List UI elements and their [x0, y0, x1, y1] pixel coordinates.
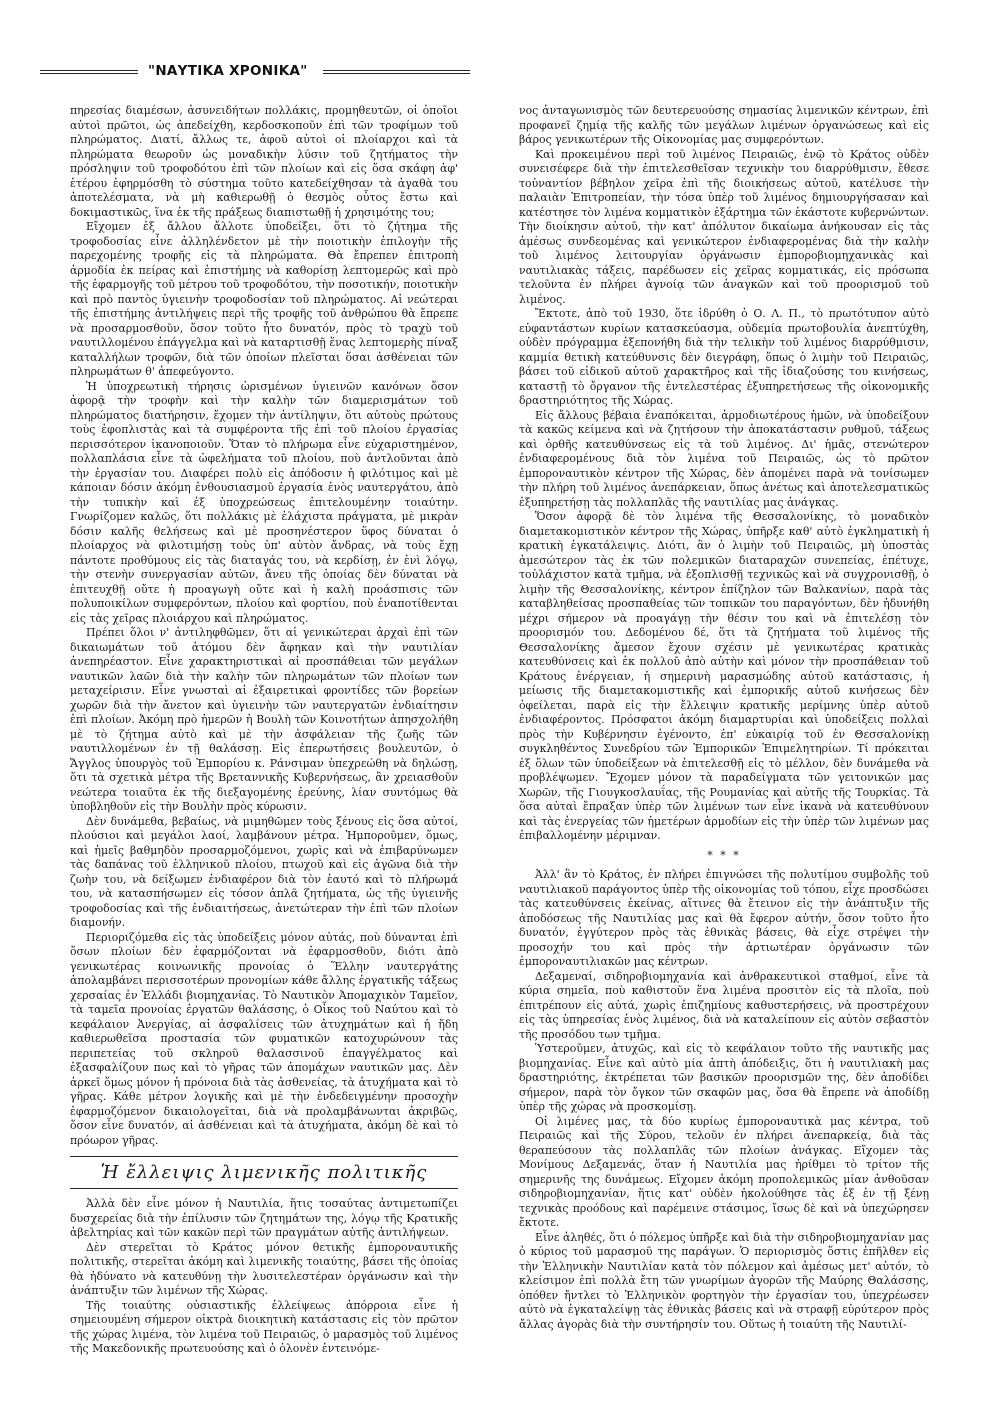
running-header [40, 60, 470, 84]
paragraph: Ὅσον ἀφορᾷ δὲ τὸν λιμένα τῆς Θεσσαλονίκης, τὸ μοναδικὸν διαμετακομιστικὸν κέντρον τῆς Χώρας, ὑπῆρξε καθ' αὐτὸ ἐγκληματικὴ ἡ κρατικὴ ἐγκατάλειψις. Διότι, ἂν ὁ λιμὴν τοῦ Πειραιῶς, μὴ ὑποστὰς ἀμεσώτερον τὰς ἐκ τῶν πολεμικῶν διαταραχῶν συνεπείας, ἐπέτυχε, τοὐλάχιστον κατὰ τμῆμα, νὰ ἐξοπλισθῇ τεχνικῶς καὶ νὰ συγχρονισθῇ, ὁ λιμὴν τῆς Θεσσαλονίκης, κέντρον ἐπίζηλον τῶν Βαλκανίων, παρὰ τὰς καταβληθείσας προσπαθείας τῶν τοπικῶν του παραγόντων, δὲν ἠδυνήθη μέχρι σήμερον νὰ προαγάγῃ τὴν θέσιν του καὶ νὰ ἐπιτελέσῃ τὸν προορισμόν του. Δεδομένου δέ, ὅτι τὰ ζητήματα τοῦ λιμένος τῆς Θεσσαλονίκης ἄμεσον ἔχουν σχέσιν μὲ γενικωτέρας κρατικὰς κατευθύνσεις καὶ ἐκ πολλοῦ ἀπὸ αὐτὴν καὶ μόνον τὴν προσπάθειαν τοῦ Κράτους ἐνέργειαν, ἡ σημερινὴ μαρασμώδης αὐτοῦ κατάστασις, ἡ μείωσις τῆς διαμετακομιστικῆς καὶ ἐμπορικῆς αὐτοῦ κινήσεως δὲν ὀφείλεται, παρὰ εἰς τὴν ἔλλειψιν κρατικῆς μερίμνης ὑπὲρ αὐτοῦ ἐνδιαφέροντος. Πρόσφατοι ἀκόμη διαμαρτυρίαι καὶ ὑποδείξεις πολλαὶ πρὸς τὴν Κυβέρνησιν ἐγένοντο, ἐπ' εὐκαιρίᾳ τοῦ ἐν Θεσσαλονίκῃ συγκληθέντος Συνεδρίου τῶν Ἐμπορικῶν Ἐπιμελητηρίων. Τί πρόκειται ἐξ ὅλων τῶν ὑποδείξεων νὰ ἐπιτελεσθῇ εἰς τὸ μέλλον, δὲν δυνάμεθα νὰ προβλέψωμεν. Ἔχομεν μόνον τὰ παραδείγματα τῶν γειτονικῶν μας Χωρῶν, τῆς Γιουγκοσλαυΐας, τῆς Ρουμανίας καὶ αὐτῆς τῆς Τουρκίας. Τὰ ὅσα αὐταὶ ἔπραξαν ὑπὲρ τῶν λιμένων των εἶνε ἱκανὰ νὰ κατευθύνουν καὶ τὰς ἐνεργείας τῶν ἡμετέρων ἁρμοδίων εἰς τὴν ὑπὲρ τῶν λιμένων μας ἐπιβαλλομένην μέριμναν. [519, 510, 929, 842]
paragraph: Οἱ λιμένες μας, τὰ δύο κυρίως ἐμποροναυτικὰ μας κέντρα, τοῦ Πειραιῶς καὶ τῆς Σύρου, τελοῦν ἐν πλήρει ἀνεπαρκείᾳ, διὰ τὰς θεραπεύσουν τὰς πολλαπλᾶς τῶν πλοίων ἀνάγκας. Εἴχομεν τὰς Μονίμους Δεξαμενάς, ὅταν ἡ Ναυτιλία μας ἠρίθμει τὸ τρίτον τῆς σημερινῆς της δυνάμεως. Εἴχομεν ἀκόμη προπολεμικῶς μίαν ἀνθοῦσαν σιδηροβιομηχανίαν, ἥτις κατ' οὐδὲν ἠκολούθησε τὰς ἐξ ἐν τῇ ξένῃ τεχνικὰς προόδους καὶ παρέμεινε στάσιμος, ἴσως δὲ καὶ νὰ ὑπεχώρησεν ἔκτοτε. [519, 1114, 929, 1229]
paragraph: Ὑστεροῦμεν, ἀτυχῶς, καὶ εἰς τὸ κεφάλαιον τοῦτο τῆς ναυτικῆς μας βιομηχανίας. Εἶνε καὶ αὐτὸ μία ἀπτὴ ἀπόδειξις, ὅτι ἡ ναυτιλιακὴ μας δραστηριότης, ἐκτρέπεται τῶν βασικῶν προορισμῶν της, δὲν ἀποδίδει σήμερον, παρὰ τὸν ὄγκον τῶν σκαφῶν μας, ὅσα θὰ ἔπρεπε νὰ ἀποδίδῃ ὑπὲρ τῆς χώρας νὰ προσκομίσῃ. [519, 1042, 929, 1113]
journal-title: "ΝΑΥΤΙΚΑ ΧΡΟΝΙΚΑ" [148, 63, 308, 79]
left-column [70, 104, 458, 1357]
paragraph: Τῆς τοιαύτης οὐσιαστικῆς ἐλλείψεως ἀπόρροια εἶνε ἡ σημειουμένη σήμερον οἰκτρὰ διοικητικὴ κατάστασις εἰς τὸν πρῶτον τῆς χώρας λιμένα, τὸν λιμένα τοῦ Πειραιῶς, ὁ μαρασμὸς τοῦ λιμένος τῆς Μακεδονικῆς πρωτευούσης καὶ ὁ ὁλονὲν ἐντεινόμε- [70, 1298, 458, 1355]
paragraph: Ἀλλ' ἂν τὸ Κράτος, ἐν πλήρει ἐπιγνώσει τῆς πολυτίμου συμβολῆς τοῦ ναυτιλιακοῦ παράγοντος ὑπὲρ τῆς οἰκονομίας τοῦ τόπου, εἶχε προσδώσει τὰς κατευθύνσεις ἐκείνας, αἵτινες θὰ ἔτεινον εἰς τὴν ἀνάπτυξιν τῆς ἀποδόσεως τῆς Ναυτιλίας μας καὶ θὰ ἔφερον αὐτήν, ὅσον τοῦτο ἦτο δυνατόν, ἐγγύτερον πρὸς τὰς ἐθνικὰς βάσεις, θὰ εἶχε στρέψει τὴν προσοχήν του καὶ πρὸς τὴν ἀρτιωτέραν ὀργάνωσιν τῶν ἐμποροναυτιλιακῶν μας κέντρων. [519, 868, 929, 968]
paragraph: Δὲν στερεῖται τὸ Κράτος μόνον θετικῆς ἐμποροναυτικῆς πολιτικῆς, στερεῖται ἀκόμη καὶ λιμενικῆς τοιαύτης, βάσει τῆς ὁποίας θὰ ἠδύνατο νὰ κατευθύνῃ τὴν λυσιτελεστέραν ὀργάνωσιν καὶ τὴν ἀνάπτυξιν τῶν λιμένων τῆς Χώρας. [70, 1240, 458, 1297]
header-rule-left-bottom [40, 73, 138, 74]
paragraph: Εἶνε ἀληθές, ὅτι ὁ πόλεμος ὑπῆρξε καὶ διὰ τὴν σιδηροβιομηχανίαν μας ὁ κύριος τοῦ μαρασμοῦ της παράγων. Ὁ περιορισμὸς ὅστις ἐπῆλθεν εἰς τὴν Ἑλληνικὴν Ναυτιλίαν κατὰ τὸν πόλεμον καὶ ἀμέσως μετ' αὐτόν, τὸ κλείσιμον ἐπὶ πολλὰ ἔτη τῶν γνωρίμων ἀγορῶν τῆς Μαύρης Θαλάσσης, ὁπόθεν ἤντλει τὸ Ἑλληνικὸν φορτηγὸν τὴν ἐργασίαν του, ὑπεχρέωσεν αὐτὸ νὰ ἐγκαταλείψῃ τὰς ἐθνικὰς βάσεις καὶ νὰ στραφῇ εὐρύτερον πρὸς ἄλλας ἀγορὰς διὰ τὴν συντήρησίν του. Οὕτως ἡ τοιαύτη τῆς Ναυτιλί- [519, 1230, 929, 1331]
paragraph: Καὶ προκειμένου περὶ τοῦ λιμένος Πειραιῶς, ἐνῷ τὸ Κράτος οὐδὲν συνεισέφερε διὰ τὴν ἐπιτελεσθεῖσαν τεχνικὴν του διαρρύθμισιν, ἔθεσε τοὐναντίον βέβηλον χεῖρα ἐπὶ τῆς διοικήσεως αὐτοῦ, κατέλυσε τὴν παλαιὰν Ἐπιτροπείαν, τὴν τόσα ὑπὲρ τοῦ λιμένος δημιουργήσασαν καὶ κατέστησε τὸν λιμένα κομματικὸν ἐξάρτημα τῶν ἑκάστοτε κυβερνώντων. Τὴν διοίκησιν αὐτοῦ, τὴν κατ' ἀπόλυτον δικαίωμα ἀνήκουσαν εἰς τὰς ἀμέσως συνδεομένας καὶ γενικώτερον ἐνδιαφερομένας διὰ τὴν καλὴν τοῦ λιμένος λειτουργίαν ὀργάνωσιν ἐμποροβιομηχανικὰς καὶ ναυτιλιακὰς τάξεις, παρέδωσεν εἰς χεῖρας κομματικάς, εἰς πρόσωπα τελοῦντα ἐν πλήρει ἀγνοίᾳ τῶν ἀναγκῶν καὶ τοῦ προορισμοῦ τοῦ λιμένος. [519, 147, 930, 306]
section-separator-stars: * * * [707, 848, 741, 862]
paragraph: νος ἀνταγωνισμὸς τῶν δευτερευούσης σημασίας λιμενικῶν κέντρων, ἐπὶ προφανεῖ ζημίᾳ τῆς καλῆς τῶν μεγάλων λιμένων ὀργανώσεως καὶ εἰς βάρος γενικωτέρων τῆς Οἰκονομίας μας συμφερόντων. [519, 104, 929, 146]
right-column [519, 104, 929, 1332]
paragraph: Εἴχομεν ἐξ ἄλλου ἄλλοτε ὑποδείξει, ὅτι τὸ ζήτημα τῆς τροφοδοσίας εἶνε ἀλληλένδετον μὲ τὴν ποιοτικὴν ἐπιλογὴν τῆς παρεχομένης τροφῆς εἰς τὰ πληρώματα. Θὰ ἔπρεπεν ἐπιτροπὴ ἁρμοδία ἐκ πείρας καὶ ἐπιστήμης νὰ καθορίσῃ λεπτομερῶς καὶ πρὸ τῆς ἐφαρμογῆς τοῦ μέτρου τοῦ τροφοδότου, τὴν ποσοτικήν, ποιοτικὴν καὶ πρὸ παντὸς ὑγιεινὴν τροφοδοσίαν τοῦ πληρώματος. Αἱ νεώτεραι τῆς ἐπιστήμης ἀντιλήψεις περὶ τῆς τροφῆς τοῦ ἀνθρώπου θὰ ἔπρεπε νὰ προσαρμοσθοῦν, ὅσον τοῦτο ἦτο δυνατόν, πρὸς τὸ τραχὺ τοῦ ναυτιλλομένου ἐπάγγελμα καὶ νὰ καταρτισθῇ ἕνας λεπτομερὴς πίναξ καταλλήλων τροφῶν, διὰ τῶν ὁποίων πλεῖσται ὅσαι ἀσθένειαι τῶν πληρωμάτων θ' ἀπεφεύγοντο. [70, 220, 458, 378]
paragraph: πηρεσίας διαμέσων, ἀσυνειδήτων πολλάκις, προμηθευτῶν, οἱ ὁποῖοι αὐτοὶ πρῶτοι, ὡς ἀπεδείχθη, κερδοσκοποῦν ἐπὶ τῶν τροφίμων τοῦ πληρώματος. Διατί, ἄλλως τε, ἀφοῦ αὐτοὶ οἱ πλοίαρχοι καὶ τὰ πληρώματα θεωροῦν ὡς μοναδικὴν λύσιν τοῦ ζητήματος τὴν πρόσληψιν τοῦ τροφοδότου ἐπὶ τῶν πλοίων καὶ εἰς ὅσα σκάφη ἀφ' ἑτέρου ἐφηρμόσθη τὸ σύστημα τοῦτο κατεδείχθησαν τὰ ἀγαθὰ του ἀποτελέσματα, νὰ μὴ καθιερωθῇ ὁ θεσμὸς οὗτος ἔστω καὶ δοκιμαστικῶς, ἵνα ἐκ τῆς πράξεως διαπιστωθῇ ἡ χρησιμότης του; [70, 104, 458, 219]
paragraph: Δεξαμεναί, σιδηροβιομηχανία καὶ ἀνθρακευτικοὶ σταθμοί, εἶνε τὰ κύρια σημεῖα, ποὺ καθιστοῦν ἕνα λιμένα προσιτὸν εἰς τὰ πλοῖα, ποὺ ἐπιτρέπουν εἰς αὐτά, χωρὶς ἐπιζημίους καθυστερήσεις, νὰ προστρέχουν εἰς τὰς ὑπηρεσίας ἑνὸς λιμένος, διὰ νὰ καταλείπουν εἰς αὐτὸν σεβαστὸν τῆς προσόδου των τμῆμα. [519, 969, 929, 1041]
header-rule-right-bottom [323, 73, 470, 74]
paragraph: Πρέπει ὅλοι ν' ἀντιληφθῶμεν, ὅτι αἱ γενικώτεραι ἀρχαὶ ἐπὶ τῶν δικαιωμάτων τοῦ ἀτόμου δὲν ἄφηκαν καὶ τὴν ναυτιλίαν ἀνεπηρέαστον. Εἶνε χαρακτηριστικαὶ αἱ προσπάθειαι τῶν μεγάλων ναυτικῶν λαῶν διὰ τὴν καλὴν τῶν πληρωμάτων τῶν πλοίων των μεταχείρισιν. Εἶνε γνωσταὶ αἱ ἐξαιρετικαὶ φροντίδες τῶν βορείων χωρῶν διὰ τὴν ἄνετον καὶ ὑγιεινὴν τῶν ναυτεργατῶν ἐνδιαίτησιν ἐπὶ πλοίων. Ἀκόμη πρὸ ἡμερῶν ἡ Βουλὴ τῶν Κοινοτήτων ἀπησχολήθη μὲ τὸ ζήτημα αὐτὸ καὶ μὲ τὴν ἀσφάλειαν τῆς ζωῆς τῶν ναυτιλλομένων ἐν τῇ θαλάσσῃ. Εἰς ἐπερωτήσεις βουλευτῶν, ὁ Ἄγγλος ὑπουργὸς τοῦ Ἐμπορίου κ. Ράνσιμαν ὑπεχρεώθη νὰ δηλώσῃ, ὅτι τὰ σχετικὰ μέτρα τῆς Βρεταννικῆς Κυβερνήσεως, ἂν χρειασθοῦν νεώτερα τοιαῦτα ἐκ τῆς διεξαγομένης ἐρεύνης, λίαν συντόμως θὰ ὑποβληθοῦν εἰς τὴν Βουλὴν πρὸς κύρωσιν. [70, 626, 458, 813]
header-rule-right-top [323, 70, 470, 71]
section-heading: Ἡ ἔλλειψις λιμενικῆς πολιτικῆς [70, 1156, 458, 1189]
paragraph: Ἡ ὑποχρεωτικὴ τήρησις ὡρισμένων ὑγιεινῶν κανόνων ὅσον ἀφορᾷ τὴν τροφὴν καὶ τὴν καλὴν τῶν διαμερισμάτων τοῦ πληρώματος διατήρησιν, ἔχομεν τὴν ἀντίληψιν, ὅτι αὐτοὺς πρώτους τοὺς ἐφοπλιστὰς καὶ τὰ συμφέροντα τῆς ἐπὶ τοῦ πλοίου ἐργασίας περισσότερον ἱκανοποιοῦν. Ὅταν τὸ πλήρωμα εἶνε εὐχαριστημένον, πολλαπλάσια εἶνε τὰ ὠφελήματα τοῦ πλοίου, ποὺ ἀντλοῦνται ἀπὸ τὴν ἐργασίαν του. Διαφέρει πολὺ εἰς ἀπόδοσιν ἡ φιλότιμος καὶ μὲ κάποιαν δόσιν ἀκόμη ἐνθουσιασμοῦ ἐργασία ἑνὸς ναυτεργάτου, ἀπὸ τὴν τυπικὴν καὶ ἐξ ὑποχρεώσεως ἐπιτελουμένην τοιαύτην. Γνωρίζομεν καλῶς, ὅτι πολλάκις μὲ ἐλάχιστα πράγματα, μὲ μικρὰν δόσιν καλῆς θελήσεως καὶ μὲ προσηνέστερον ὕφος δύναται ὁ πλοίαρχος νὰ φιλοτιμήσῃ τοὺς ὑπ' αὐτὸν ἄνδρας, νὰ τοὺς ἔχῃ πάντοτε προθύμους εἰς τὰς διαταγάς του, νὰ κερδίσῃ, ἐν ἑνὶ λόγῳ, τὴν στενὴν συνεργασίαν αὐτῶν, ἄνευ τῆς ὁποίας δὲν δύναται νὰ ἐπιτευχθῇ οὔτε ἡ προαγωγὴ οὔτε καὶ ἡ καλὴ προάσπισις τῶν πολυποικίλων συμφερόντων, πλοίου καὶ φορτίου, ποὺ ἐναποτίθενται εἰς τὰς χεῖρας πλοιάρχου καὶ πληρώματος. [70, 379, 458, 625]
paragraph: Ἀλλὰ δὲν εἶνε μόνον ἡ Ναυτιλία, ἥτις τοσαύτας ἀντιμετωπίζει δυσχερείας διὰ τὴν ἐπίλυσιν τῶν ζητημάτων της, λόγῳ τῆς Κρατικῆς ἀβελτηρίας καὶ τῶν κακῶν περὶ τῶν πραγμάτων αὐτῆς ἀντιλήψεων. [70, 1197, 458, 1239]
paragraph: Δὲν δυνάμεθα, βεβαίως, νὰ μιμηθῶμεν τοὺς ξένους εἰς ὅσα αὐτοί, πλούσιοι καὶ μεγάλοι λαοί, λαμβάνουν μέτρα. Ἠμποροῦμεν, ὅμως, καὶ ἡμεῖς βαθμηδὸν προσαρμοζόμενοι, χωρὶς καὶ νὰ ἐπιβαρύνωμεν τὰς δαπάνας τοῦ ἑλληνικοῦ πλοίου, πτωχοῦ καὶ εἰς ἀγῶνα διὰ τὴν ζωὴν του, νὰ δείξωμεν ἐνδιαφέρον διὰ τὸν ἑαυτό καὶ τὸ πλήρωμά του, νὰ κατασπήσωμεν εἰς τόσον ἁπλᾶ ζητήματα, ὡς τῆς ὑγιεινῆς τροφοδοσίας καὶ τῆς ἐνδιαιτήσεως, ἀνετώτεραν τὴν ἐπὶ τῶν πλοίων διαμονήν. [70, 814, 458, 929]
header-rule-left-top [40, 70, 138, 71]
paragraph: Εἰς ἄλλους βέβαια ἐναπόκειται, ἁρμοδιωτέρους ἡμῶν, νὰ ὑποδείξουν τὰ κακῶς κείμενα καὶ νὰ ζητήσουν τὴν ἀποκατάστασιν ρυθμοῦ, τάξεως καὶ ὀρθῆς κατευθύνσεως εἰς τὰ τοῦ λιμένος. Δι' ἡμᾶς, στενώτερον ἐνδιαφερομένους διὰ τὸν λιμένα τοῦ Πειραιῶς, ὡς τὸ πρῶτον ἐμποροναυτικὸν κέντρον τῆς Χώρας, δὲν ἀπομένει παρὰ νὰ τονίσωμεν τὴν πλήρη τοῦ λιμένος ἀνεπάρκειαν, ὅπως ἀνέτως καὶ ἀποτελεσματικῶς ἐξυπηρετήσῃ τὰς πολλαπλᾶς τῆς ναυτιλίας μας ἀνάγκας. [519, 408, 929, 509]
paragraph: Ἔκτοτε, ἀπὸ τοῦ 1930, ὅτε ἱδρύθη ὁ Ο. Λ. Π., τὸ πρωτότυπον αὐτὸ εὐφαντάστων κυρίων κατασκεύασμα, οὐδεμία πρωτοβουλία ἀνεπτύχθη, οὐδὲν πρόγραμμα ἐξεπονήθη διὰ τὴν τελικὴν τοῦ λιμένος διαρρύθμισιν, καμμία θετικὴ κατεύθυνσις δὲν διεγράφη, ὅπως ὁ λιμὴν τοῦ Πειραιῶς, βάσει τοῦ εἰδικοῦ αὐτοῦ χαρακτῆρος καὶ τῆς ἰδιαζούσης του κινήσεως, καταστῇ τὸ ὄργανον τῆς ἐντελεστέρας ἐξυπηρετήσεως τῆς οἰκονομικῆς δραστηριότητος τῆς Χώρας. [519, 307, 929, 407]
paragraph: Περιοριζόμεθα εἰς τὰς ὑποδείξεις μόνον αὐτάς, ποὺ δύνανται ἐπὶ ὅσων πλοίων δὲν ἐφαρμόζονται νὰ ἐφαρμοσθοῦν, διότι ἀπὸ γενικωτέρας κοινωνικῆς προνοίας ὁ Ἕλλην ναυτεργάτης ἀπολαμβάνει περισσοτέρων προνομίων κάθε ἄλλης ἐργατικῆς τάξεως χερσαίας ἐν Ἑλλάδι βιομηχανίας. Τὸ Ναυτικὸν Ἀπομαχικὸν Ταμεῖον, τὰ ταμεῖα προνοίας ἐργατῶν θαλάσσης, ὁ Οἶκος τοῦ Ναύτου καὶ τὸ κεφάλαιον Ἀνεργίας, αἱ ἀσφαλίσεις τῶν ἀτυχημάτων καὶ ἡ ἤδη καθιερωθεῖσα προστασία τῶν φυματικῶν κατοχυρώνουν τὰς περιπετείας τοῦ σκληροῦ θαλασσινοῦ ἐπαγγέλματος καὶ ἐξασφαλίζουν πως καὶ τὸ γῆρας τῶν ἀπομάχων ναυτικῶν μας. Δὲν ἀρκεῖ ὅμως μόνον ἡ πρόνοια διὰ τὰς ἀσθενείας, τὰ ἀτυχήματα καὶ τὸ γῆρας. Κάθε μέτρον λογικῆς καὶ μὲ τὴν ἐνδεδειγμένην προσοχὴν ἐφαρμοζόμενον δικαιολογεῖται, διὰ νὰ προλαμβάνωνται ἀκριβῶς, ὅσον εἶνε δυνατόν, αἱ ἀσθένειαι καὶ τὰ ἀτυχήματα, ἀκόμη δὲ καὶ τὸ πρόωρον γῆρας. [70, 930, 458, 1147]
